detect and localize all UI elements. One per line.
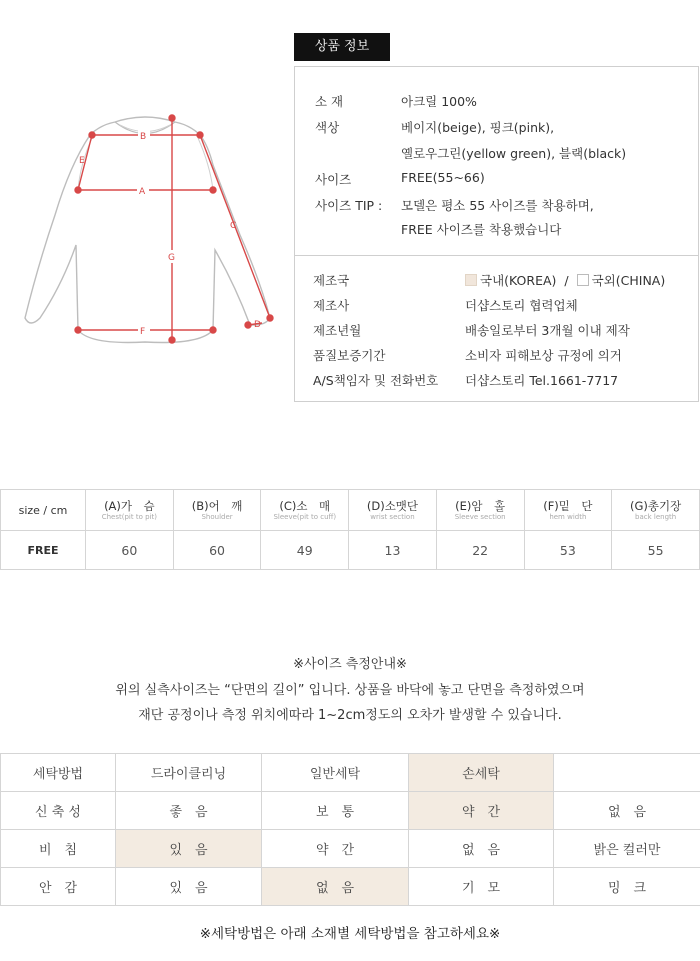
- measure-point: [89, 132, 95, 138]
- care-cell: [554, 754, 700, 792]
- diagram-label-d: D: [254, 320, 261, 330]
- korea-checkbox: [465, 274, 477, 286]
- garment-measurement-diagram: [0, 0, 300, 400]
- maker-label-warranty: 품질보증기간: [313, 348, 386, 363]
- maker-label-manufacturer: 제조사: [313, 298, 350, 313]
- care-cell: 보 통: [262, 792, 409, 830]
- size-col-chest: (A)가 슴 Chest(pit to pit): [86, 490, 174, 531]
- china-checkbox: [577, 274, 589, 286]
- size-col-sleeve: (C)소 매 Sleeve(pit to cuff): [261, 490, 349, 531]
- care-cell: 비 침: [1, 830, 116, 868]
- size-value-hem: 53: [524, 531, 612, 570]
- measure-point: [245, 322, 251, 328]
- care-cell-selected: 있 음: [116, 830, 262, 868]
- care-row-lining: [1, 868, 700, 906]
- measure-notice-title: ※사이즈 측정안내※: [293, 657, 407, 672]
- care-cell: 드라이클리닝: [116, 754, 262, 792]
- size-col-length: (G)총기장 back length: [612, 490, 700, 531]
- diagram-label-c: C: [230, 221, 237, 231]
- origin-china: 국외(CHINA): [591, 273, 666, 288]
- origin-slash: /: [564, 273, 569, 288]
- measure-notice-line2: 재단 공정이나 측정 위치에따라 1~2cm정도의 오차가 발생할 수 있습니다.: [138, 708, 562, 723]
- size-value-wrist: 13: [349, 531, 437, 570]
- care-cell-selected: 손세탁: [409, 754, 554, 792]
- care-cell: 기 모: [409, 868, 554, 906]
- size-row-label: FREE: [1, 531, 86, 570]
- care-cell: 좋 음: [116, 792, 262, 830]
- diagram-label-b: B: [140, 132, 147, 142]
- maker-value-as: 더샵스토리 Tel.1661-7717: [465, 373, 619, 388]
- product-info-box: [294, 66, 699, 402]
- care-row-sheer: [1, 830, 700, 868]
- info-value-color-cont: 옐로우그린(yellow green), 블랙(black): [401, 146, 627, 161]
- measure-point: [267, 315, 273, 321]
- measure-point: [197, 132, 203, 138]
- size-col-wrist: (D)소맷단 wrist section: [349, 490, 437, 531]
- info-value-size: FREE(55~66): [401, 170, 485, 185]
- info-value-size-tip: 모델은 평소 55 사이즈를 착용하며,: [401, 198, 594, 213]
- measure-notice-line1: 위의 실측사이즈는 “단면의 길이” 입니다. 상품을 바닥에 놓고 단면을 측정하였으며: [115, 683, 585, 698]
- measure-point: [75, 187, 81, 193]
- maker-label-country: 제조국: [313, 273, 350, 288]
- info-value-material: 아크릴 100%: [401, 94, 477, 109]
- maker-value-date: 배송일로부터 3개월 이내 제작: [465, 323, 630, 338]
- measure-point: [75, 327, 81, 333]
- diagram-label-a: A: [139, 187, 146, 197]
- maker-value-manufacturer: 더샵스토리 협력업체: [465, 298, 578, 313]
- care-cell: 있 음: [116, 868, 262, 906]
- care-cell: 약 간: [262, 830, 409, 868]
- maker-label-date: 제조년월: [313, 323, 362, 338]
- size-table: [0, 489, 700, 570]
- diagram-label-g: G: [168, 253, 175, 263]
- info-value-size-tip-cont: FREE 사이즈를 착용했습니다: [401, 222, 562, 237]
- info-label-color: 색상: [315, 120, 340, 135]
- care-row-wash: [1, 754, 700, 792]
- info-divider: [295, 255, 698, 256]
- size-col-hem: (F)밑 단 hem width: [524, 490, 612, 531]
- care-table: [0, 753, 700, 906]
- size-value-armhole: 22: [436, 531, 524, 570]
- care-cell: 세탁방법: [1, 754, 116, 792]
- care-cell: 없 음: [409, 830, 554, 868]
- size-col-shoulder: (B)어 깨 Shoulder: [173, 490, 261, 531]
- info-label-material: 소 재: [315, 94, 344, 109]
- info-label-size-tip: 사이즈 TIP :: [315, 198, 383, 213]
- origin-korea: 국내(KOREA): [480, 273, 557, 288]
- measure-point: [169, 337, 175, 343]
- diagram-label-f: F: [140, 327, 146, 337]
- maker-value-warranty: 소비자 피해보상 규정에 의거: [465, 348, 622, 363]
- care-row-stretch: [1, 792, 700, 830]
- size-value-sleeve: 49: [261, 531, 349, 570]
- size-value-length: 55: [612, 531, 700, 570]
- measure-point: [169, 115, 175, 121]
- care-cell: 밍 크: [554, 868, 700, 906]
- info-label-size: 사이즈: [315, 172, 352, 187]
- care-cell: 신 축 성: [1, 792, 116, 830]
- size-table-row: [1, 531, 700, 570]
- size-table-corner: size / cm: [1, 490, 86, 531]
- care-bottom-note: ※세탁방법은 아래 소재별 세탁방법을 참고하세요※: [199, 926, 501, 942]
- care-cell-selected: 없 음: [262, 868, 409, 906]
- care-cell: 없 음: [554, 792, 700, 830]
- care-cell: 밝은 컬러만: [554, 830, 700, 868]
- size-table-header-row: [1, 490, 700, 531]
- info-value-color: 베이지(beige), 핑크(pink),: [401, 120, 555, 135]
- maker-label-as: A/S책임자 및 전화번호: [313, 373, 439, 388]
- maker-value-country: [465, 271, 665, 289]
- diagram-label-e: E: [79, 156, 85, 166]
- size-col-armhole: (E)암 홀 Sleeve section: [436, 490, 524, 531]
- measure-point: [210, 327, 216, 333]
- size-value-shoulder: 60: [173, 531, 261, 570]
- measure-point: [210, 187, 216, 193]
- care-cell-selected: 약 간: [409, 792, 554, 830]
- product-info-header: 상품 정보: [294, 33, 390, 61]
- care-cell: 안 감: [1, 868, 116, 906]
- size-value-chest: 60: [86, 531, 174, 570]
- care-cell: 일반세탁: [262, 754, 409, 792]
